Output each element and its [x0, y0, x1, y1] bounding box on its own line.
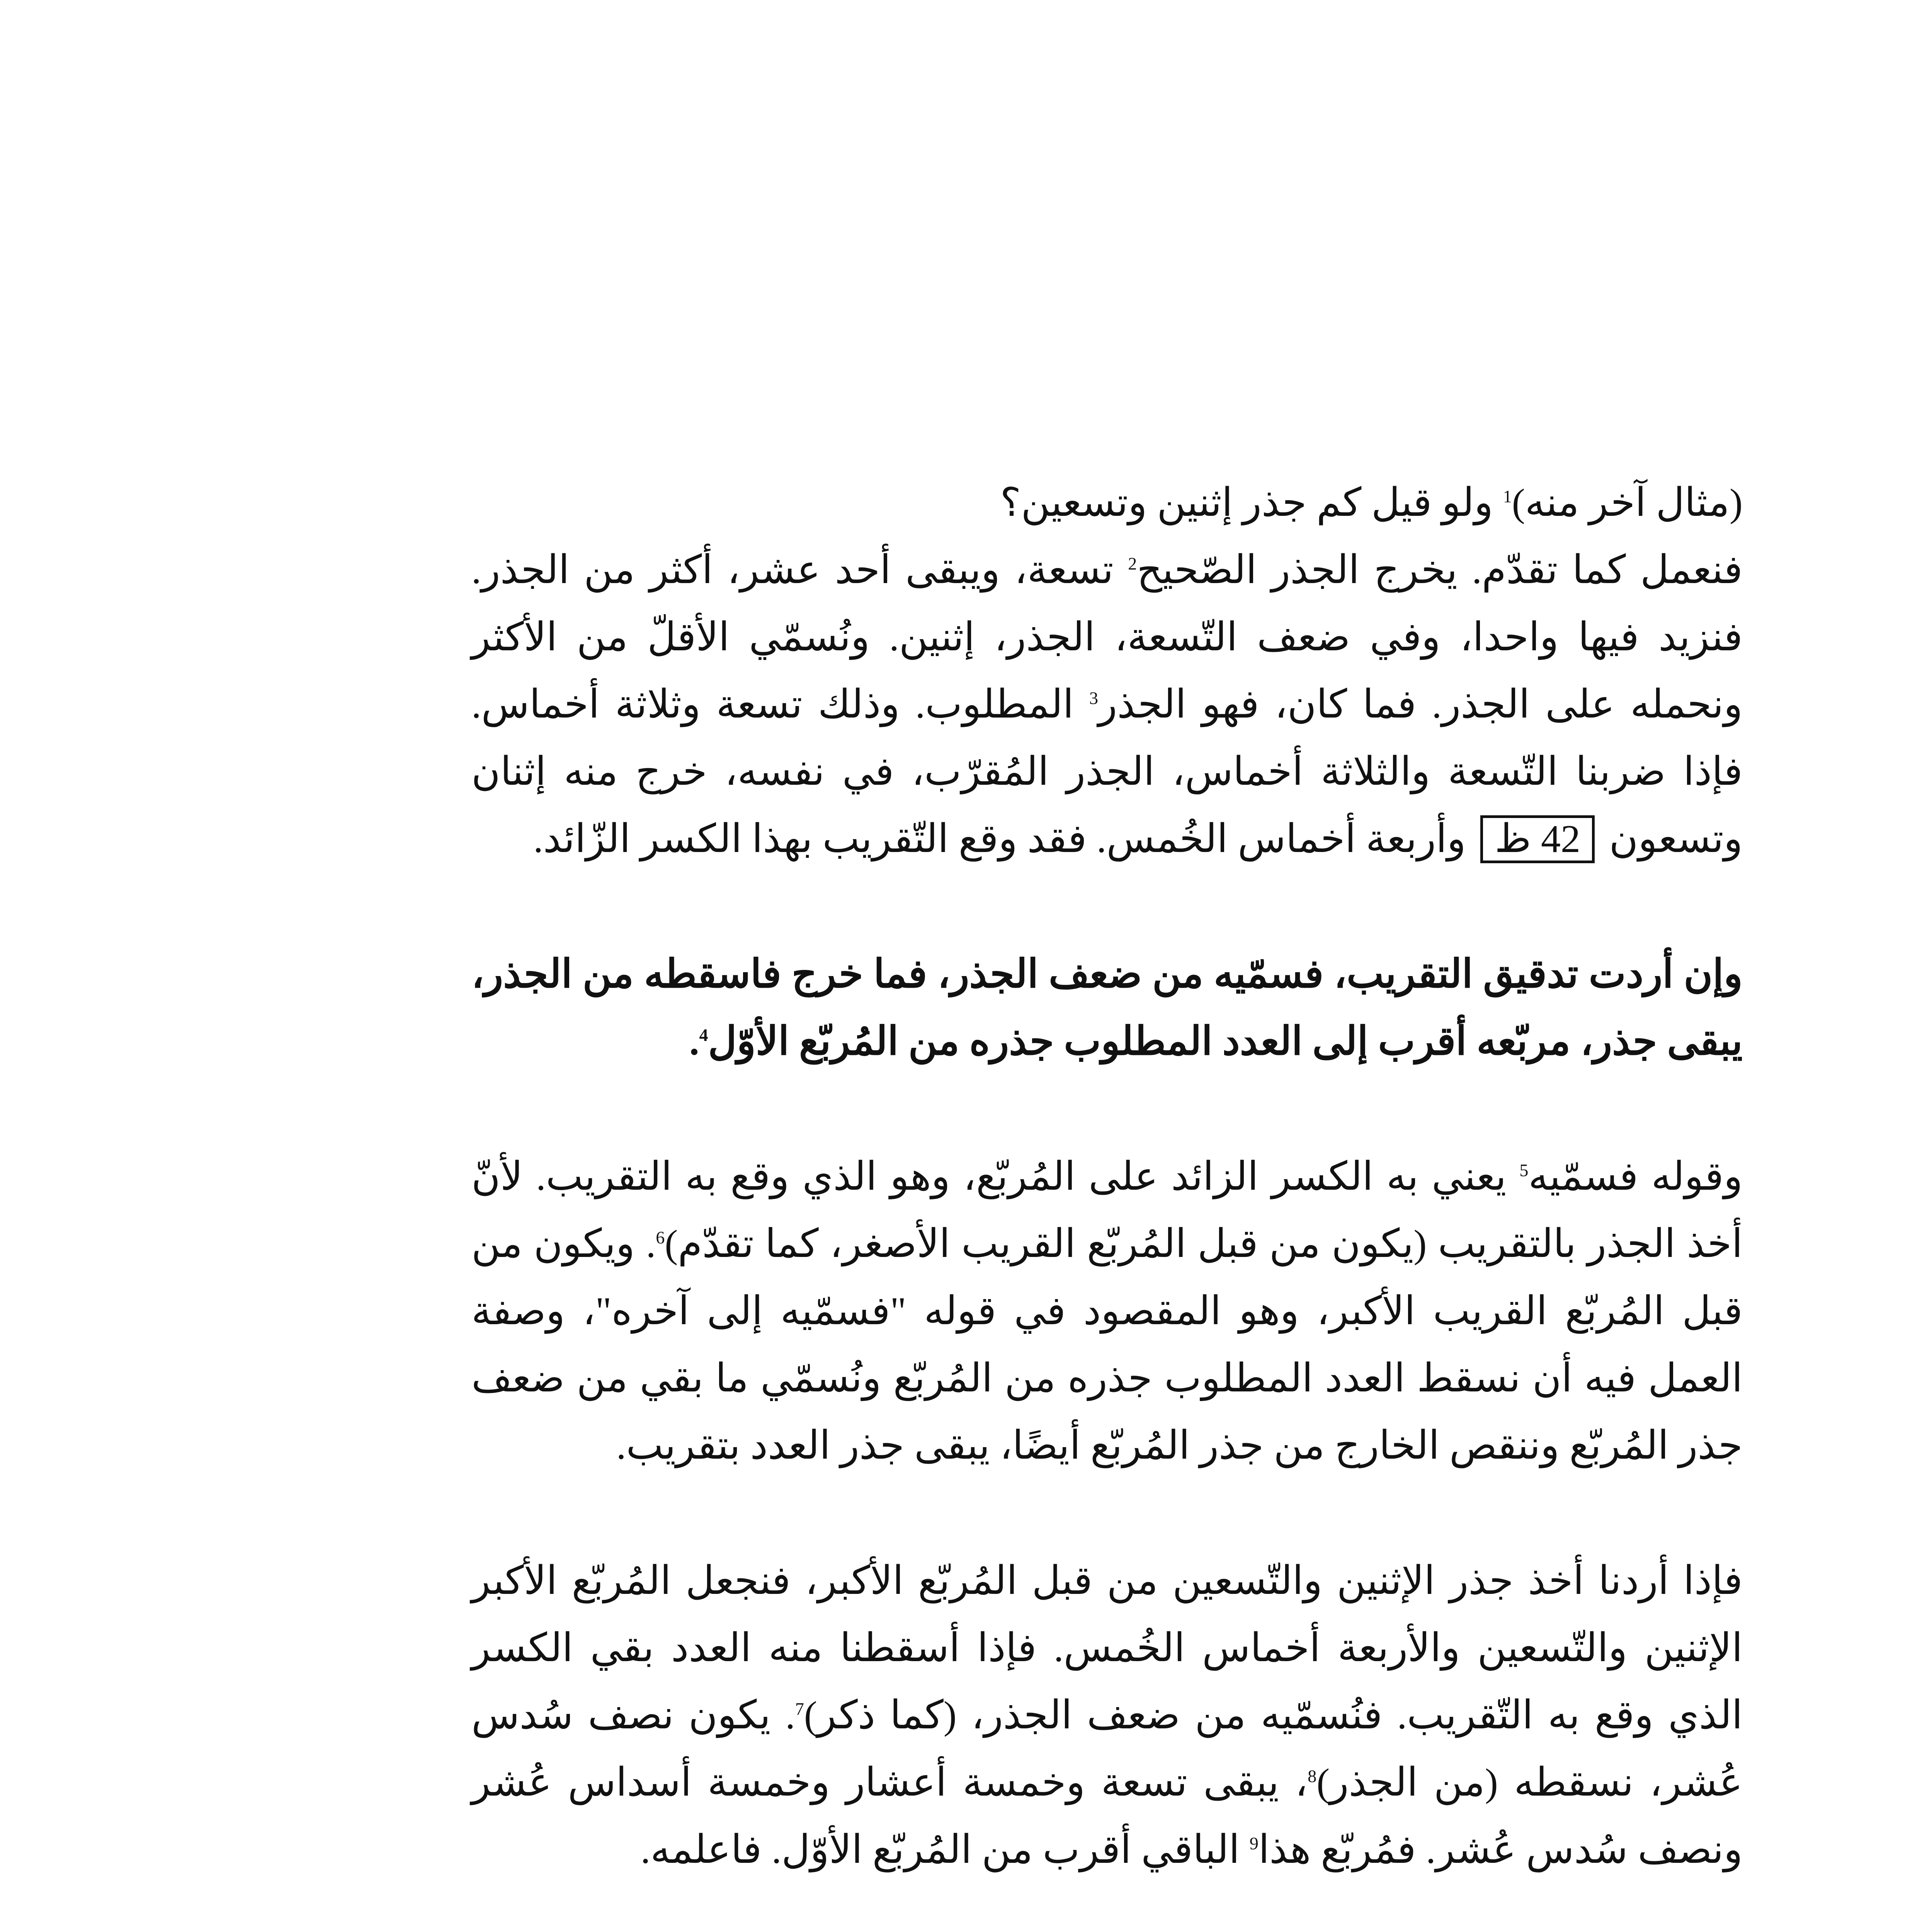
rule-statement-text: وإن أردت تدقيق التقريب، فسمّيه من ضعف الجذر، فما خرج فاسقطه من الجذر، يبقى جذر، مربّعه أقرب إلى العدد المطلوب جذره من المُربّع الأوّل: [471, 952, 1743, 1063]
commentary-text-3: . ويكون من قبل المُربّع القريب الأكبر، وهو المقصود في قوله "فسمّيه إلى آخره"، وصفة العمل فيه أن نسقط العدد المطلوب جذره من المُربّع ونُسمّي ما بقي من ضعف جذر المُربّع وننقص الخارج من جذر المُربّع أيضًا، يبقى جذر العدد بتقريب.: [471, 1222, 1743, 1468]
commentary-text-2: يعني به الكسر الزائد على المُربّع، وهو الذي وقع به التقريب. لأنّ أخذ الجذر بالتقريب (يكون من قبل المُربّع القريب الأصغر، كما تقدّم): [471, 1155, 1743, 1266]
footnote-ref-1[interactable]: 1: [1503, 486, 1512, 506]
worked-text-3: ، يبقى تسعة وخمسة أعشار وخمسة أسداس عُشر ونصف سُدس عُشر. فمُربّع هذا: [471, 1761, 1743, 1872]
paragraph-rule-statement: [471, 941, 1743, 1075]
example-question-text: ولو قيل كم جذر إثنين وتسعين؟: [1000, 481, 1503, 525]
footnote-ref-7[interactable]: 7: [795, 1699, 804, 1719]
example-body-text-1: فنعمل كما تقدّم. يخرج الجذر الصّحيح: [1137, 548, 1743, 592]
worked-text-1: فإذا أردنا أخذ جذر الإثنين والتّسعين من قبل المُربّع الأكبر، فنجعل المُربّع الأكبر الإثنين والتّسعين والأربعة أخماس الخُمس. فإذا أسقطنا منه العدد بقي الكسر الذي وقع به التّقريب. فنُسمّيه من ضعف الجذر، (كما ذكر): [471, 1559, 1743, 1737]
worked-text-2: . يكون نصف سُدس عُشر، نسقطه (من الجذر): [471, 1694, 1743, 1804]
footnote-ref-5[interactable]: 5: [1519, 1160, 1529, 1180]
footnote-ref-2[interactable]: 2: [1128, 554, 1137, 573]
paragraph-worked-example: [471, 1548, 1743, 1884]
example-body-text-4: وأربعة أخماس الخُمس. فقد وقع التّقريب بهذا الكسر الزّائد.: [533, 817, 1466, 861]
footnote-ref-9[interactable]: 9: [1249, 1833, 1259, 1853]
paragraph-example: [471, 469, 1743, 873]
footnote-ref-8[interactable]: 8: [1308, 1766, 1317, 1786]
rule-statement-end: .: [689, 1020, 699, 1063]
example-heading-text: (مثال آخر منه): [1512, 481, 1743, 525]
footnote-ref-3[interactable]: 3: [1089, 688, 1098, 708]
worked-text-4: الباقي أقرب من المُربّع الأوّل. فاعلمه.: [640, 1828, 1250, 1872]
footnote-ref-4[interactable]: 4: [699, 1025, 708, 1045]
footnote-ref-6[interactable]: 6: [656, 1228, 665, 1247]
example-body-text-3: المطلوب. وذلك تسعة وثلاثة أخماس. فإذا ضربنا التّسعة والثلاثة أخماس، الجذر المُقرّب، في نفسه، خرج منه إثنان وتسعون: [471, 683, 1743, 861]
paragraph-commentary: [471, 1143, 1743, 1480]
folio-marker: 42 ظ: [1480, 815, 1595, 863]
main-text: [471, 469, 1743, 1884]
commentary-text-1: وقوله فسمّيه: [1528, 1155, 1743, 1199]
example-body-text-2: تسعة، ويبقى أحد عشر، أكثر من الجذر. فنزيد فيها واحدا، وفي ضعف التّسعة، الجذر، إثنين. ونُسمّي الأقلّ من الأكثر ونحمله على الجذر. فما كان، فهو الجذر: [471, 548, 1743, 726]
